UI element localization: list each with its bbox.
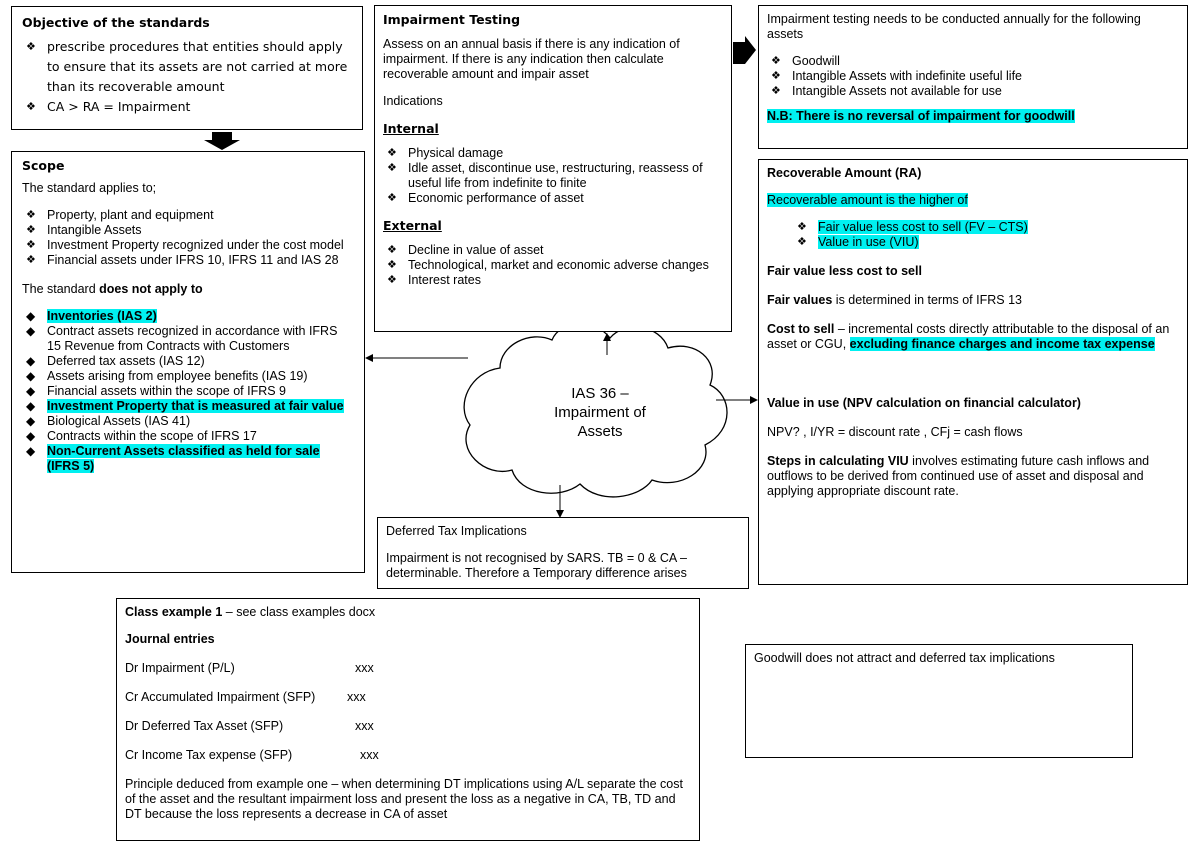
list-item: ❖ Economic performance of asset bbox=[387, 191, 584, 205]
list-item: ◆ Investment Property that is measured at fair value bbox=[26, 399, 344, 413]
ra-box bbox=[758, 159, 1188, 585]
deferred-text: Impairment is not recognised by SARS. TB = 0 & CA – determinable. Therefore a Temporary difference arises bbox=[386, 551, 687, 580]
list-item: ❖ Financial assets under IFRS 10, IFRS 11 and IAS 28 bbox=[26, 253, 339, 267]
goodwill-box bbox=[745, 644, 1133, 758]
ra-options bbox=[793, 220, 1179, 250]
principle-text: Principle deduced from example one – when determining DT implications using A/L separate the cost of the asset and the resultant impairment loss and present the loss as a negative in CA, TB, TD and DT because the loss represents a decrease in CA of asset bbox=[125, 777, 683, 821]
annual-intro: Impairment testing needs to be conducted annually for the following assets bbox=[767, 12, 1141, 41]
objective-title: Objective of the standards bbox=[22, 15, 210, 30]
scope-title: Scope bbox=[22, 158, 65, 173]
npv-text: NPV? , I/YR = discount rate , CFj = cash flows bbox=[767, 425, 1023, 439]
testing-box bbox=[374, 5, 732, 332]
annual-list bbox=[767, 54, 1179, 99]
block-arrow-down bbox=[204, 132, 240, 150]
list-item: ❖ Idle asset, discontinue use, restructuring, reassess of useful life from indefinite to finite bbox=[387, 161, 703, 190]
list-item: ◆ Financial assets within the scope of IFRS 9 bbox=[26, 384, 287, 398]
testing-indications: Indications bbox=[383, 94, 443, 108]
list-item: ◆ Contracts within the scope of IFRS 17 bbox=[26, 429, 257, 443]
list-item: ◆ Non-Current Assets classified as held for sale (IFRS 5) bbox=[26, 444, 320, 473]
list-item: ❖ Technological, market and economic adverse changes bbox=[387, 258, 709, 272]
list-item: ❖ Property, plant and equipment bbox=[26, 208, 214, 222]
list-item: ❖ Intangible Assets not available for use bbox=[771, 84, 1002, 98]
block-arrow-right bbox=[733, 36, 756, 64]
list-item: ❖ Investment Property recognized under the cost model bbox=[26, 238, 344, 252]
list-item: ❖ Goodwill bbox=[771, 54, 840, 68]
list-item: ❖ prescribe procedures that entities should apply to ensure that its assets are not carried at more than its recoverable amount bbox=[26, 39, 348, 94]
list-item: ❖ Fair value less cost to sell (FV – CTS) bbox=[797, 220, 1028, 234]
list-item: ❖ Intangible Assets with indefinite useful life bbox=[771, 69, 1022, 83]
journal-entry: Dr Deferred Tax Asset (SFP) xxx bbox=[125, 719, 374, 733]
scope-excluded-list bbox=[22, 309, 354, 474]
list-item: ❖ Value in use (VIU) bbox=[797, 235, 919, 249]
objective-box bbox=[11, 6, 363, 130]
list-item: ❖ Interest rates bbox=[387, 273, 481, 287]
goodwill-text: Goodwill does not attract and deferred tax implications bbox=[754, 651, 1055, 665]
objective-list bbox=[22, 37, 352, 117]
goodwill-note: N.B: There is no reversal of impairment for goodwill bbox=[767, 109, 1075, 123]
ra-higher: Recoverable amount is the higher of bbox=[767, 193, 968, 207]
fv-text: Fair values is determined in terms of IFRS 13 bbox=[767, 293, 1022, 307]
scope-not-apply: The standard does not apply to bbox=[22, 282, 203, 296]
deferred-box bbox=[377, 517, 749, 589]
internal-title: Internal bbox=[383, 121, 439, 136]
internal-list bbox=[383, 146, 723, 206]
testing-title: Impairment Testing bbox=[383, 12, 521, 27]
list-item: ❖ CA > RA = Impairment bbox=[26, 99, 191, 114]
list-item: ❖ Decline in value of asset bbox=[387, 243, 544, 257]
scope-intro: The standard applies to; bbox=[22, 181, 157, 195]
journal-entry: Cr Accumulated Impairment (SFP) xxx bbox=[125, 690, 366, 704]
external-list bbox=[383, 243, 723, 288]
cts-text: Cost to sell – incremental costs directly attributable to the disposal of an asset or CGU, excluding finance charges and income tax expense bbox=[767, 322, 1170, 351]
list-item: ◆ Deferred tax assets (IAS 12) bbox=[26, 354, 205, 368]
list-item: ◆ Inventories (IAS 2) bbox=[26, 309, 157, 323]
journal-entry: Cr Income Tax expense (SFP) xxx bbox=[125, 748, 379, 762]
ra-title: Recoverable Amount (RA) bbox=[767, 166, 922, 180]
scope-box bbox=[11, 151, 365, 573]
list-item: ◆ Contract assets recognized in accordance with IFRS 15 Revenue from Contracts with Customers bbox=[26, 324, 338, 353]
journal-entry: Dr Impairment (P/L) xxx bbox=[125, 661, 374, 675]
list-item: ◆ Biological Assets (IAS 41) bbox=[26, 414, 191, 428]
scope-applies-list bbox=[22, 208, 354, 268]
journal-entries bbox=[125, 661, 691, 763]
external-title: External bbox=[383, 218, 442, 233]
fv-title: Fair value less cost to sell bbox=[767, 264, 922, 278]
list-item: ◆ Assets arising from employee benefits (IAS 19) bbox=[26, 369, 308, 383]
viu-title: Value in use (NPV calculation on financial calculator) bbox=[767, 396, 1081, 410]
list-item: ❖ Physical damage bbox=[387, 146, 504, 160]
steps-text: Steps in calculating VIU involves estimating future cash inflows and outflows to be derived from continued use of asset and disposal and applying appropriate discount rate. bbox=[767, 454, 1150, 498]
example-box bbox=[116, 598, 700, 841]
journal-title: Journal entries bbox=[125, 632, 215, 646]
list-item: ❖ Intangible Assets bbox=[26, 223, 142, 237]
cloud-label: IAS 36 – Impairment of Assets bbox=[554, 385, 646, 440]
example-title: Class example 1 – see class examples docx bbox=[125, 605, 376, 619]
annual-box bbox=[758, 5, 1188, 149]
deferred-title: Deferred Tax Implications bbox=[386, 524, 527, 538]
testing-body: Assess on an annual basis if there is any indication of impairment. If there is any indication then calculate recoverable amount and impair asset bbox=[383, 37, 680, 81]
